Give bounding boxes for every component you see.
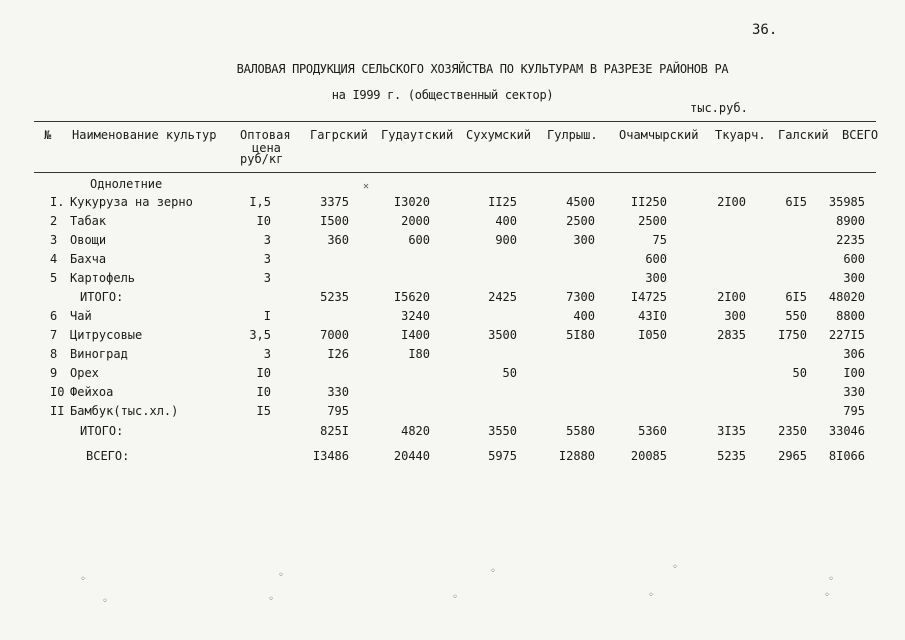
value-total: 330 bbox=[843, 385, 865, 399]
scan-mark: ◦ bbox=[102, 596, 109, 607]
value-gagra: 330 bbox=[327, 385, 349, 399]
row-number: II bbox=[50, 404, 65, 418]
value-ochamchira: 2500 bbox=[638, 214, 667, 228]
value-total: 300 bbox=[843, 271, 865, 285]
header-tkuarch: Ткуарч. bbox=[715, 128, 766, 142]
value-gudauta: I80 bbox=[408, 347, 430, 361]
value-gal: 50 bbox=[792, 366, 807, 380]
value-gulrysh: 400 bbox=[573, 309, 595, 323]
value-gal: I750 bbox=[778, 328, 807, 342]
header-price-line2: цена bbox=[252, 141, 281, 155]
price-cell: 3 bbox=[263, 347, 271, 361]
value-gulrysh: 7300 bbox=[566, 290, 595, 304]
value-total: I00 bbox=[843, 366, 865, 380]
value-total: 306 bbox=[843, 347, 865, 361]
crop-name: Чай bbox=[70, 309, 92, 323]
price-cell: I5 bbox=[256, 404, 271, 418]
value-tkuarch: 3I35 bbox=[717, 424, 746, 438]
row-number: 2 bbox=[50, 214, 58, 228]
value-gal: 550 bbox=[785, 309, 807, 323]
crop-name: ИТОГО: bbox=[80, 290, 124, 304]
crop-name: Бахча bbox=[70, 252, 107, 266]
value-gagra: 795 bbox=[327, 404, 349, 418]
value-gal: 2350 bbox=[778, 424, 807, 438]
value-ochamchira: 20085 bbox=[630, 449, 667, 463]
value-total: 8I066 bbox=[828, 449, 865, 463]
header-gudauta: Гудаутский bbox=[381, 128, 454, 142]
crop-name: Бамбук(тыс.хл.) bbox=[70, 404, 179, 418]
value-tkuarch: 2835 bbox=[717, 328, 746, 342]
row-number: 3 bbox=[50, 233, 58, 247]
value-total: 33046 bbox=[828, 424, 865, 438]
crop-name: Фейхоа bbox=[70, 385, 114, 399]
value-sukhum: 5975 bbox=[488, 449, 517, 463]
value-total: 8900 bbox=[836, 214, 865, 228]
crop-name: Табак bbox=[70, 214, 107, 228]
header-ochamchira: Очамчырский bbox=[619, 128, 699, 142]
value-tkuarch: 2I00 bbox=[717, 195, 746, 209]
header-total: ВСЕГО bbox=[842, 128, 879, 142]
value-gagra: 825I bbox=[320, 424, 349, 438]
value-gulrysh: 300 bbox=[573, 233, 595, 247]
value-total: 2235 bbox=[836, 233, 865, 247]
value-ochamchira: 75 bbox=[652, 233, 667, 247]
value-gagra: I26 bbox=[327, 347, 349, 361]
header-top-rule bbox=[34, 121, 876, 122]
value-ochamchira: 300 bbox=[645, 271, 667, 285]
scan-mark: ◦ bbox=[828, 574, 835, 585]
value-gagra: 7000 bbox=[320, 328, 349, 342]
value-gulrysh: I2880 bbox=[558, 449, 595, 463]
units-label: тыс.руб. bbox=[690, 101, 748, 115]
value-total: 795 bbox=[843, 404, 865, 418]
header-crop: Наименование культур bbox=[72, 128, 217, 142]
crop-name: Кукуруза на зерно bbox=[70, 195, 193, 209]
value-total: 48020 bbox=[828, 290, 865, 304]
scan-mark: ◦ bbox=[452, 592, 459, 603]
value-tkuarch: 2I00 bbox=[717, 290, 746, 304]
value-total: 35985 bbox=[828, 195, 865, 209]
crop-name: ИТОГО: bbox=[80, 424, 124, 438]
value-ochamchira: 5360 bbox=[638, 424, 667, 438]
scan-mark: ◦ bbox=[268, 594, 275, 605]
header-gagra: Гагрский bbox=[310, 128, 368, 142]
crop-name: Орех bbox=[70, 366, 99, 380]
scan-mark: ◦ bbox=[278, 570, 285, 581]
value-ochamchira: I4725 bbox=[630, 290, 667, 304]
header-no: № bbox=[44, 128, 52, 142]
value-tkuarch: 300 bbox=[724, 309, 746, 323]
value-gagra: 5235 bbox=[320, 290, 349, 304]
price-cell: 3,5 bbox=[249, 328, 271, 342]
value-total: 227I5 bbox=[828, 328, 865, 342]
price-cell: 3 bbox=[263, 252, 271, 266]
value-sukhum: 3550 bbox=[488, 424, 517, 438]
scan-mark: ◦ bbox=[80, 574, 87, 585]
crop-name: Картофель bbox=[70, 271, 136, 285]
value-gal: 6I5 bbox=[785, 195, 807, 209]
section-annual: Однолетние bbox=[90, 177, 163, 191]
value-ochamchira: II250 bbox=[630, 195, 667, 209]
header-gal: Галский bbox=[778, 128, 829, 142]
price-cell: I,5 bbox=[249, 195, 271, 209]
value-gudauta: 600 bbox=[408, 233, 430, 247]
value-gal: 2965 bbox=[778, 449, 807, 463]
value-gagra: 3375 bbox=[320, 195, 349, 209]
row-number: 9 bbox=[50, 366, 58, 380]
crop-name: ВСЕГО: bbox=[86, 449, 130, 463]
value-gulrysh: 5580 bbox=[566, 424, 595, 438]
value-gudauta: 4820 bbox=[401, 424, 430, 438]
value-gagra: 360 bbox=[327, 233, 349, 247]
value-gudauta: 20440 bbox=[393, 449, 430, 463]
price-cell: I0 bbox=[256, 385, 271, 399]
value-gudauta: I3020 bbox=[393, 195, 430, 209]
price-cell: 3 bbox=[263, 233, 271, 247]
value-gagra: I500 bbox=[320, 214, 349, 228]
value-gudauta: I400 bbox=[401, 328, 430, 342]
header-gulrysh: Гулрыш. bbox=[547, 128, 598, 142]
value-gulrysh: 2500 bbox=[566, 214, 595, 228]
value-gal: 6I5 bbox=[785, 290, 807, 304]
value-gulrysh: 4500 bbox=[566, 195, 595, 209]
row-number: 4 bbox=[50, 252, 58, 266]
value-gudauta: 3240 bbox=[401, 309, 430, 323]
row-number: 7 bbox=[50, 328, 58, 342]
row-number: 8 bbox=[50, 347, 58, 361]
page-number: 36. bbox=[752, 22, 778, 38]
crop-name: Цитрусовые bbox=[70, 328, 143, 342]
price-cell: I0 bbox=[256, 366, 271, 380]
value-sukhum: II25 bbox=[488, 195, 517, 209]
crop-name: Виноград bbox=[70, 347, 128, 361]
value-sukhum: 900 bbox=[495, 233, 517, 247]
header-price-line3: руб/кг bbox=[240, 152, 284, 166]
scan-mark: ◦ bbox=[672, 562, 679, 573]
header-bottom-rule bbox=[34, 172, 876, 173]
scan-mark: ◦ bbox=[490, 566, 497, 577]
value-gagra: I3486 bbox=[312, 449, 349, 463]
value-tkuarch: 5235 bbox=[717, 449, 746, 463]
row-number: I0 bbox=[50, 385, 65, 399]
value-ochamchira: I050 bbox=[638, 328, 667, 342]
value-gudauta: I5620 bbox=[393, 290, 430, 304]
header-price-line1: Оптовая bbox=[240, 128, 291, 142]
value-gudauta: 2000 bbox=[401, 214, 430, 228]
scan-mark: ◦ bbox=[824, 590, 831, 601]
value-total: 8800 bbox=[836, 309, 865, 323]
price-cell: 3 bbox=[263, 271, 271, 285]
document-subtitle: на I999 г. (общественный сектор) bbox=[331, 88, 554, 102]
price-cell: I bbox=[263, 309, 271, 323]
crop-name: Овощи bbox=[70, 233, 107, 247]
header-sukhum: Сухумский bbox=[466, 128, 532, 142]
scan-mark: ◦ bbox=[648, 590, 655, 601]
value-sukhum: 3500 bbox=[488, 328, 517, 342]
row-number: 5 bbox=[50, 271, 58, 285]
value-sukhum: 400 bbox=[495, 214, 517, 228]
row-number: 6 bbox=[50, 309, 58, 323]
value-sukhum: 50 bbox=[502, 366, 517, 380]
value-ochamchira: 43I0 bbox=[638, 309, 667, 323]
scan-mark: ✕ bbox=[363, 181, 370, 192]
row-number: I. bbox=[50, 195, 65, 209]
price-cell: I0 bbox=[256, 214, 271, 228]
document-title: ВАЛОВАЯ ПРОДУКЦИЯ СЕЛЬСКОГО ХОЗЯЙСТВА ПО КУЛЬТУРАМ В РАЗРЕЗЕ РАЙОНОВ РА bbox=[236, 62, 729, 76]
value-gulrysh: 5I80 bbox=[566, 328, 595, 342]
value-total: 600 bbox=[843, 252, 865, 266]
value-sukhum: 2425 bbox=[488, 290, 517, 304]
value-ochamchira: 600 bbox=[645, 252, 667, 266]
